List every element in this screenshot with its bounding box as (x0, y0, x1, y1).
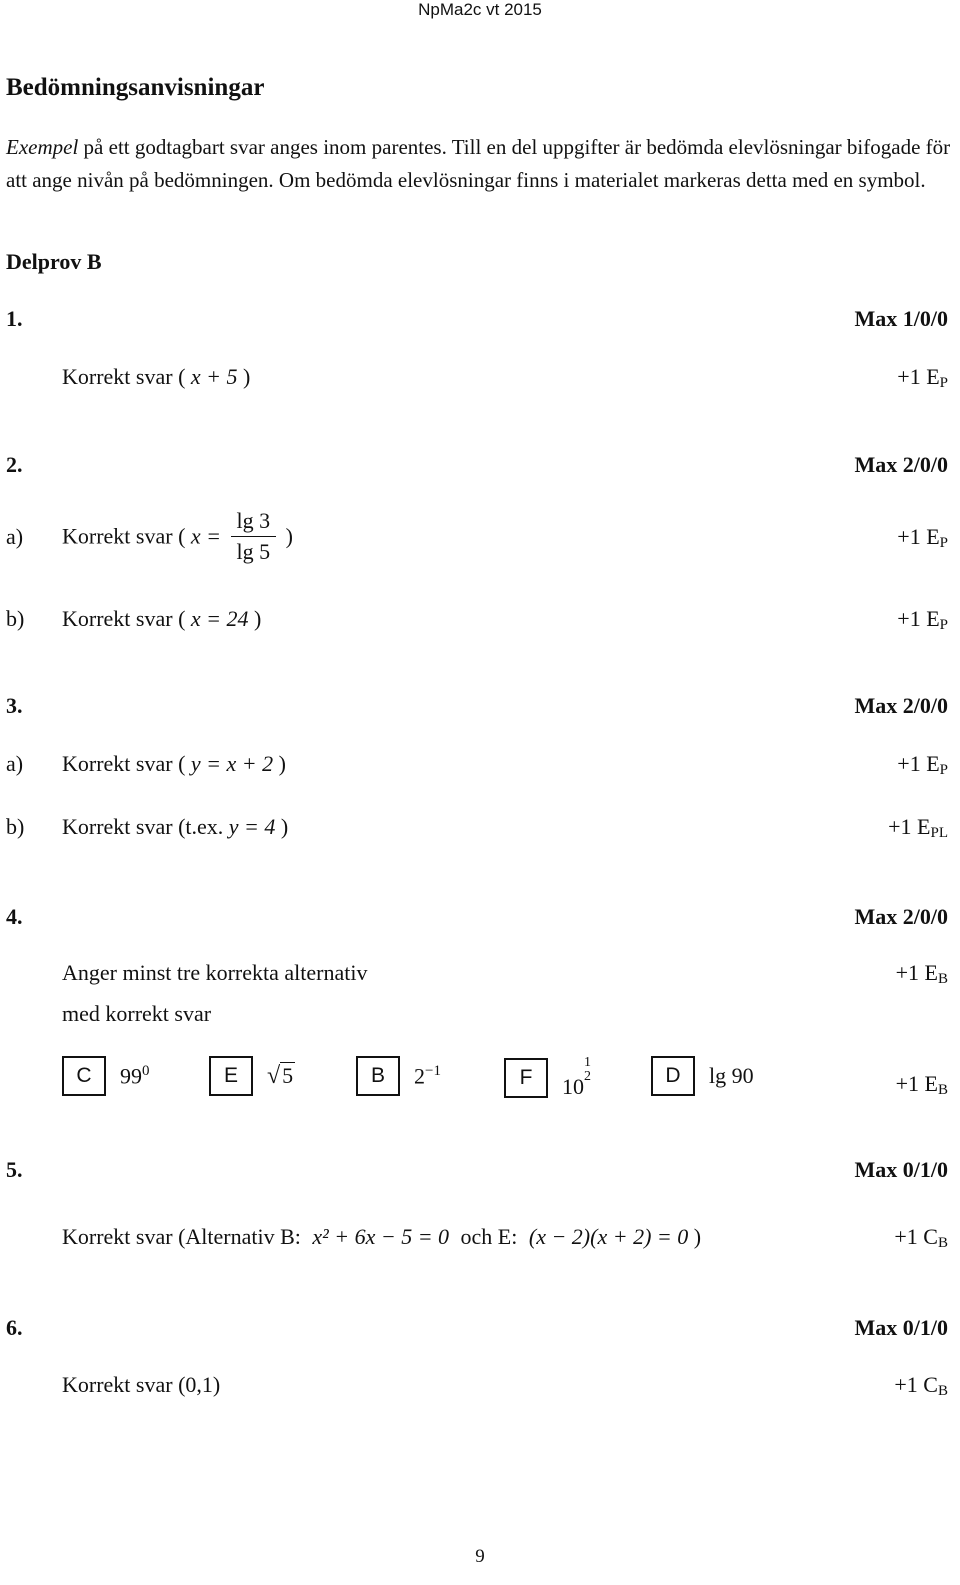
q2-max: Max 2/0/0 (854, 452, 948, 477)
q1-max: Max 1/0/0 (854, 306, 948, 331)
q4-option-e (209, 1056, 295, 1096)
q2b-answer: Korrekt svar ( x = 24 ) (62, 606, 262, 631)
q2a-label: Korrekt svar ( (62, 523, 186, 549)
q2a-lhs: x = (190, 523, 222, 549)
q4-line2: med korrekt svar (62, 1001, 212, 1026)
q5-math-b: x² + 6x − 5 = 0 (312, 1224, 450, 1249)
q2a-answer (62, 506, 293, 567)
option-value: $99^0$ (120, 1062, 150, 1089)
intro-text: på ett godtagbart svar anges inom parentes. Till en del uppgifter är bedömda elevlösningar bifogade för att ange nivån på bedömningen. Om bedömda elevlösningar finns i materialet markeras detta med en symbol. (6, 135, 951, 192)
intro-italic-word: Exempel (6, 135, 79, 159)
q6-score: +1 $C_B$ (894, 1372, 948, 1399)
q1-close: ) (243, 364, 251, 389)
q4-score2: +1 $E_B$ (895, 1071, 948, 1098)
q4-line1: Anger minst tre korrekta alternativ (62, 960, 368, 985)
q1-math: x + 5 (190, 364, 238, 389)
q3b-letter: b) (6, 814, 25, 839)
q3a-score: +1 $E_P$ (897, 751, 948, 778)
q1-label: Korrekt svar ( (62, 364, 186, 389)
q3a-answer: Korrekt svar ( y = x + 2 ) (62, 751, 286, 776)
q2a-denominator: lg 5 (236, 539, 271, 564)
intro-paragraph (6, 131, 954, 197)
q5-number: 5. (6, 1157, 23, 1182)
q2b-math: x = 24 (190, 606, 249, 631)
option-value: $2^{-1}$ (414, 1062, 441, 1089)
q4-option-d (651, 1056, 754, 1096)
running-header: NpMa2c vt 2015 (418, 0, 542, 19)
q6-max: Max 0/1/0 (854, 1315, 948, 1340)
option-value: √5 (267, 1062, 294, 1089)
q5-max: Max 0/1/0 (854, 1157, 948, 1182)
q3-max: Max 2/0/0 (854, 693, 948, 718)
page-number: 9 (475, 1546, 485, 1567)
q5-score: +1 $C_B$ (894, 1224, 948, 1251)
q1-score: +1 $E_P$ (897, 364, 948, 391)
q2-number: 2. (6, 452, 23, 477)
q6-answer: Korrekt svar (0,1) (62, 1372, 221, 1397)
option-letter-box: C (62, 1056, 106, 1096)
q1-number: 1. (6, 306, 23, 331)
q4-option-b (356, 1056, 441, 1096)
q3-number: 3. (6, 693, 23, 718)
q3a-math: y = x + 2 (190, 751, 274, 776)
q4-score1: +1 $E_B$ (895, 960, 948, 987)
q2a-score: +1 $E_P$ (897, 524, 948, 551)
q1-answer (62, 364, 250, 390)
option-letter-box: D (651, 1056, 695, 1096)
option-letter-box: B (356, 1056, 400, 1096)
q4-option-f (504, 1056, 591, 1100)
q2a-letter: a) (6, 524, 24, 549)
q2a-close: ) (285, 523, 293, 549)
q3b-score: +1 $E_{PL}$ (888, 814, 948, 841)
q5-math-e: (x − 2)(x + 2) = 0 (528, 1224, 689, 1249)
q2a-numerator: lg 3 (231, 506, 277, 537)
option-letter-box: F (504, 1058, 548, 1098)
sqrt-icon: √ (267, 1062, 281, 1089)
q2a-fraction (231, 506, 277, 567)
q2b-score: +1 $E_P$ (897, 606, 948, 633)
option-value: 10 $^{1 2}$ (562, 1055, 591, 1099)
section-title: Delprov B (6, 249, 102, 274)
q2b-letter: b) (6, 606, 25, 631)
q4-number: 4. (6, 904, 23, 929)
q5-answer: Korrekt svar (Alternativ B: x² + 6x − 5 = 0 och E: (x − 2)(x + 2) = 0 ) (62, 1224, 702, 1249)
q6-number: 6. (6, 1315, 23, 1340)
option-letter-box: E (209, 1056, 253, 1096)
q3a-letter: a) (6, 751, 24, 776)
q4-max: Max 2/0/0 (854, 904, 948, 929)
option-value: lg 90 (709, 1063, 754, 1088)
q3b-math: y = 4 (228, 814, 276, 839)
q4-option-c (62, 1056, 150, 1096)
page-title: Bedömningsanvisningar (6, 74, 265, 101)
q3b-answer: Korrekt svar (t.ex. y = 4 ) (62, 814, 289, 839)
